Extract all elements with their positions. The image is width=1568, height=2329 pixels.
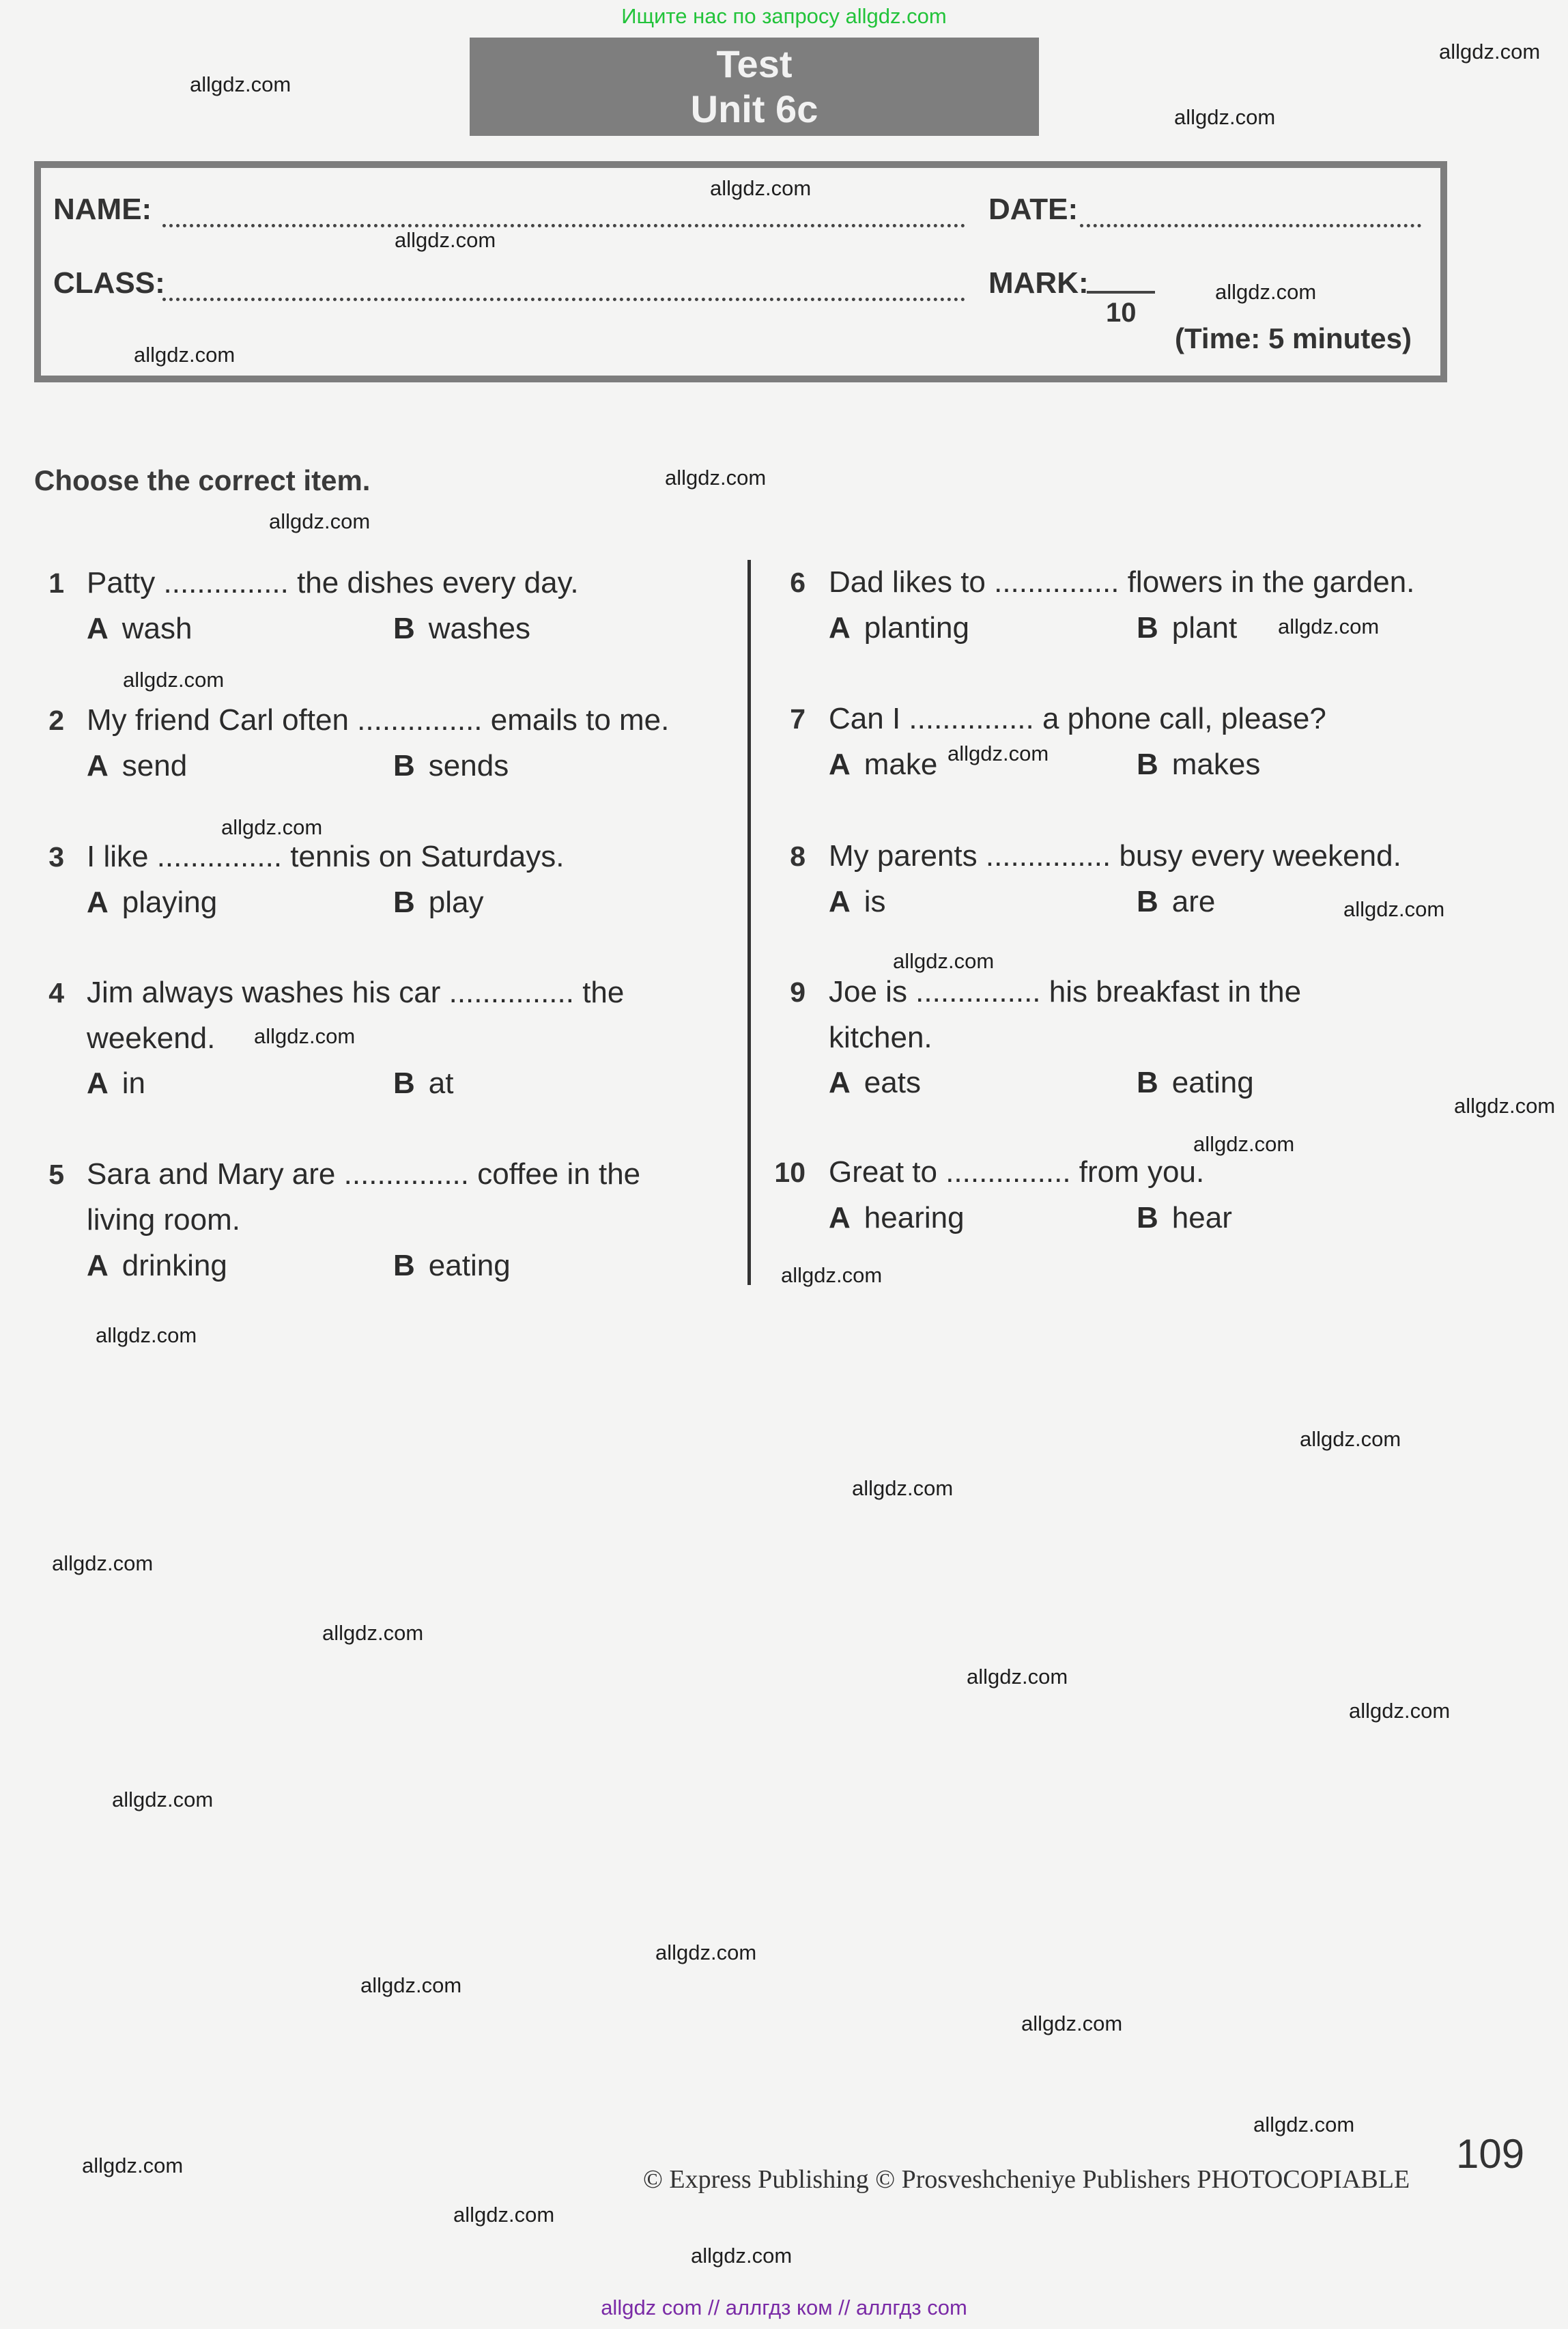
- option-b[interactable]: [393, 612, 530, 646]
- option-letter: B: [1137, 1066, 1158, 1099]
- option-b[interactable]: [393, 749, 509, 783]
- title-line-test: Test: [716, 42, 793, 85]
- watermark: allgdz.com: [1174, 105, 1276, 129]
- watermark: allgdz.com: [123, 668, 225, 692]
- column-divider: [747, 560, 751, 1285]
- mark-total: 10: [1106, 298, 1137, 328]
- date-label: DATE:: [988, 193, 1079, 226]
- option-text: in: [122, 1067, 146, 1100]
- top-banner[interactable]: Ищите нас по запросу allgdz.com: [621, 4, 947, 28]
- option-letter: B: [393, 886, 415, 919]
- option-b[interactable]: [1137, 748, 1260, 782]
- option-text: make: [864, 748, 938, 781]
- option-letter: B: [393, 749, 415, 782]
- watermark: allgdz.com: [134, 343, 236, 367]
- watermark: allgdz.com: [82, 2154, 184, 2177]
- class-field[interactable]: [162, 298, 965, 301]
- watermark: allgdz.com: [947, 742, 1049, 765]
- question-text: Great to ............... from you.: [829, 1155, 1205, 1189]
- bottom-banner[interactable]: allgdz com // аллгдз ком // аллгдз com: [601, 2296, 967, 2319]
- name-field[interactable]: [162, 224, 965, 227]
- option-letter: B: [393, 1067, 415, 1100]
- question-number: 9: [790, 976, 806, 1008]
- watermark: allgdz.com: [254, 1024, 356, 1048]
- option-a[interactable]: [87, 886, 217, 920]
- question-text: I like ............... tennis on Saturdays.: [87, 840, 565, 873]
- option-b[interactable]: [393, 1249, 511, 1283]
- option-letter: A: [829, 748, 851, 781]
- question-number: 8: [790, 841, 806, 872]
- watermark: allgdz.com: [1343, 897, 1445, 921]
- option-letter: B: [1137, 748, 1158, 781]
- question-number: 3: [48, 841, 64, 873]
- watermark: allgdz.com: [655, 1940, 757, 1964]
- option-b[interactable]: [1137, 1201, 1232, 1235]
- watermark: allgdz.com: [1300, 1427, 1401, 1451]
- option-text: playing: [122, 886, 218, 919]
- option-text: plant: [1171, 611, 1238, 645]
- watermark: allgdz.com: [1215, 280, 1317, 304]
- option-text: at: [428, 1067, 454, 1100]
- watermark: allgdz.com: [112, 1788, 214, 1811]
- option-b[interactable]: [1137, 885, 1215, 919]
- watermark: allgdz.com: [190, 72, 291, 96]
- option-text: drinking: [122, 1249, 227, 1282]
- copyright-notice: © Express Publishing © Prosveshcheniye Publishers PHOTOCOPIABLE: [643, 2165, 1410, 2194]
- option-a[interactable]: [829, 1066, 921, 1100]
- option-text: play: [428, 886, 484, 919]
- watermark: allgdz.com: [269, 509, 371, 533]
- option-letter: B: [1137, 1201, 1158, 1234]
- option-text: are: [1171, 885, 1216, 918]
- option-letter: B: [393, 1249, 415, 1282]
- question-text: Can I ............... a phone call, please?: [829, 702, 1326, 735]
- watermark: allgdz.com: [1454, 1094, 1556, 1118]
- option-text: is: [864, 885, 886, 918]
- option-b[interactable]: [393, 1067, 453, 1101]
- question-text: My parents ............... busy every weekend.: [829, 839, 1401, 873]
- option-a[interactable]: [87, 1067, 145, 1101]
- watermark: allgdz.com: [1439, 40, 1541, 63]
- watermark: allgdz.com: [52, 1551, 154, 1575]
- option-text: hearing: [864, 1201, 965, 1234]
- watermark: allgdz.com: [1193, 1132, 1295, 1156]
- question-text: My friend Carl often ............... emails to me.: [87, 703, 670, 737]
- watermark: allgdz.com: [852, 1476, 954, 1500]
- option-a[interactable]: [829, 748, 937, 782]
- question-text: Patty ............... the dishes every day.: [87, 566, 579, 599]
- watermark: allgdz.com: [322, 1621, 424, 1645]
- option-text: wash: [122, 612, 193, 645]
- option-letter: B: [1137, 885, 1158, 918]
- option-a[interactable]: [87, 1249, 227, 1283]
- watermark: allgdz.com: [691, 2244, 793, 2268]
- watermark: allgdz.com: [96, 1323, 197, 1347]
- option-letter: A: [829, 1201, 851, 1234]
- question-text-continued: living room.: [87, 1203, 240, 1237]
- option-b[interactable]: [1137, 1066, 1254, 1100]
- watermark: allgdz.com: [710, 176, 812, 200]
- question-text: Joe is ............... his breakfast in the: [829, 975, 1302, 1008]
- watermark: allgdz.com: [221, 815, 323, 839]
- question-number: 4: [48, 977, 64, 1008]
- option-a[interactable]: [829, 885, 886, 919]
- question-text-continued: weekend.: [87, 1021, 216, 1055]
- watermark: allgdz.com: [781, 1263, 883, 1287]
- option-text: send: [122, 749, 188, 782]
- option-letter: A: [829, 1066, 851, 1099]
- option-text: eating: [428, 1249, 511, 1282]
- option-letter: A: [87, 1249, 109, 1282]
- option-text: sends: [428, 749, 509, 782]
- question-number: 1: [48, 567, 64, 599]
- option-letter: B: [1137, 611, 1158, 645]
- question-text: Dad likes to ............... flowers in the garden.: [829, 565, 1415, 599]
- option-a[interactable]: [829, 1201, 965, 1235]
- question-number: 10: [774, 1157, 806, 1188]
- option-letter: B: [393, 612, 415, 645]
- question-text: Jim always washes his car ............... the: [87, 976, 625, 1009]
- question-number: 6: [790, 567, 806, 598]
- option-b[interactable]: [1137, 611, 1237, 645]
- option-letter: A: [87, 749, 109, 782]
- watermark: allgdz.com: [453, 2203, 555, 2227]
- option-letter: A: [87, 612, 109, 645]
- title-line-unit: Unit 6c: [690, 87, 818, 130]
- name-label: NAME:: [53, 193, 152, 226]
- watermark: allgdz.com: [893, 949, 995, 973]
- date-field[interactable]: [1080, 224, 1421, 227]
- mark-field[interactable]: [1087, 291, 1155, 294]
- instruction: Choose the correct item.: [34, 464, 371, 496]
- time-limit: (Time: 5 minutes): [1175, 322, 1412, 354]
- watermark: allgdz.com: [1278, 615, 1380, 638]
- watermark: allgdz.com: [967, 1665, 1068, 1689]
- mark-label: MARK:: [988, 266, 1089, 300]
- question-text: Sara and Mary are ............... coffee in the: [87, 1157, 641, 1191]
- option-a[interactable]: [87, 612, 193, 646]
- option-a[interactable]: [87, 749, 187, 783]
- option-text: hear: [1171, 1201, 1232, 1234]
- question-number: 7: [790, 703, 806, 735]
- option-text: planting: [864, 611, 969, 645]
- question-number: 5: [48, 1159, 64, 1190]
- option-text: makes: [1171, 748, 1261, 781]
- watermark: allgdz.com: [1349, 1699, 1451, 1723]
- option-letter: A: [829, 885, 851, 918]
- option-text: washes: [428, 612, 530, 645]
- test-title: [470, 38, 1039, 136]
- watermark: allgdz.com: [1253, 2113, 1355, 2136]
- class-label: CLASS:: [53, 266, 165, 300]
- watermark: allgdz.com: [665, 466, 767, 490]
- option-a[interactable]: [829, 611, 969, 645]
- option-text: eating: [1171, 1066, 1254, 1099]
- watermark: allgdz.com: [1021, 2012, 1123, 2035]
- page-number: 109: [1456, 2131, 1525, 2177]
- option-b[interactable]: [393, 886, 484, 920]
- option-letter: A: [829, 611, 851, 645]
- watermark: allgdz.com: [395, 228, 496, 252]
- watermark: allgdz.com: [360, 1973, 462, 1997]
- option-letter: A: [87, 1067, 109, 1100]
- option-text: eats: [864, 1066, 921, 1099]
- question-text-continued: kitchen.: [829, 1021, 932, 1054]
- question-number: 2: [48, 705, 64, 736]
- option-letter: A: [87, 886, 109, 919]
